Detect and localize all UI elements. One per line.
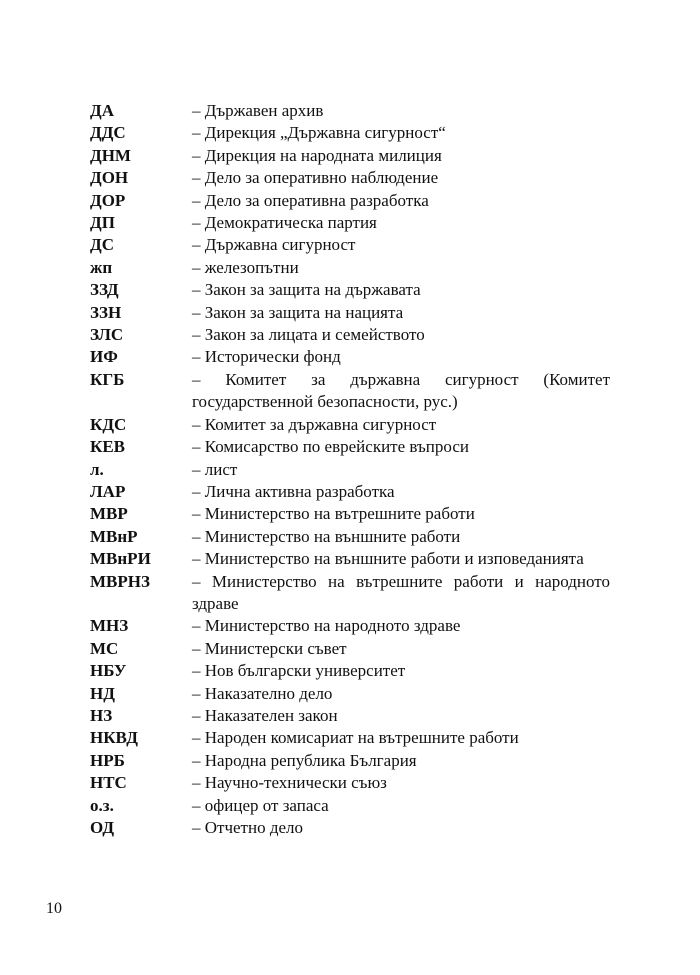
abbreviation-row: [90, 817, 610, 839]
abbreviation-row: [90, 346, 610, 368]
abbreviation-definition: – Закон за защита на нацията: [192, 302, 404, 322]
abbreviation-term: ИФ: [90, 347, 118, 367]
abbreviation-definition: – Лична активна разработка: [192, 481, 395, 501]
abbreviation-term: КЕВ: [90, 437, 126, 457]
abbreviation-term: НРБ: [90, 750, 125, 770]
abbreviation-row: [90, 526, 610, 548]
abbreviation-definition: – Закон за лицата и семейството: [192, 325, 425, 345]
abbreviations-list: [90, 100, 610, 839]
abbreviation-definition: – Държавна сигурност: [192, 235, 356, 255]
abbreviation-definition: – Държавен архив: [192, 101, 324, 120]
abbreviation-row: [90, 683, 610, 705]
abbreviation-row: [90, 571, 610, 616]
abbreviation-term: л.: [90, 459, 104, 479]
abbreviation-row: [90, 414, 610, 436]
abbreviation-term: НД: [90, 683, 115, 703]
abbreviation-term: жп: [90, 257, 113, 277]
abbreviation-definition: – Комисарство по еврейските въпроси: [192, 437, 469, 457]
abbreviation-term: ДОР: [90, 190, 126, 210]
abbreviation-term: ДП: [90, 213, 115, 233]
abbreviation-row: [90, 279, 610, 301]
abbreviation-term: МВнРИ: [90, 549, 151, 569]
abbreviation-row: [90, 302, 610, 324]
abbreviation-term: ДНМ: [90, 145, 131, 165]
abbreviation-definition: – Закон за защита на държавата: [192, 280, 421, 300]
abbreviation-row: [90, 750, 610, 772]
abbreviation-term: ДДС: [90, 123, 126, 143]
abbreviation-term: ЗЗД: [90, 280, 119, 300]
abbreviation-row: [90, 615, 610, 637]
abbreviation-definition: – железопътни: [192, 257, 299, 277]
abbreviation-definition: – Научно-технически съюз: [192, 773, 387, 793]
abbreviation-row: [90, 503, 610, 525]
abbreviation-row: [90, 212, 610, 234]
abbreviation-term: КДС: [90, 414, 127, 434]
abbreviation-definition: – Народна република България: [192, 750, 417, 770]
abbreviation-row: [90, 369, 610, 414]
abbreviation-term: ЗЗН: [90, 302, 122, 322]
abbreviation-row: [90, 324, 610, 346]
abbreviation-term: НЗ: [90, 705, 113, 725]
abbreviation-definition: – Дело за оперативна разработка: [192, 190, 429, 210]
abbreviation-term: МС: [90, 638, 119, 658]
abbreviation-row: [90, 548, 610, 570]
abbreviation-term: ДА: [90, 101, 114, 120]
abbreviation-term: НТС: [90, 773, 127, 793]
abbreviation-definition: – Министерство на външните работи: [192, 526, 461, 546]
abbreviation-term: НБУ: [90, 661, 127, 681]
abbreviation-definition: – Дело за оперативно наблюдение: [192, 168, 439, 188]
abbreviation-term: НКВД: [90, 728, 138, 748]
abbreviation-definition: – Министерски съвет: [192, 638, 347, 658]
abbreviation-definition: – Комитет за държавна сигурност (Комитет государственной безопасности, рус.): [192, 369, 610, 412]
abbreviation-definition: – Министерство на вътрешните работи: [192, 504, 475, 524]
abbreviation-definition: – Министерство на вътрешните работи и народното здраве: [192, 571, 610, 613]
abbreviation-definition: – Демократическа партия: [192, 213, 377, 233]
abbreviation-row: [90, 795, 610, 817]
abbreviation-definition: – Наказателно дело: [192, 683, 333, 703]
abbreviation-definition: – Дирекция на народната милиция: [192, 145, 442, 165]
abbreviation-definition: – Нов български университет: [192, 661, 406, 681]
abbreviation-term: о.з.: [90, 795, 114, 815]
abbreviation-definition: – Отчетно дело: [192, 818, 304, 837]
abbreviation-row: [90, 145, 610, 167]
abbreviation-row: [90, 638, 610, 660]
abbreviation-row: [90, 234, 610, 256]
abbreviation-term: МВнР: [90, 526, 138, 546]
abbreviation-definition: – Наказателен закон: [192, 705, 338, 725]
abbreviation-row: [90, 100, 610, 122]
abbreviation-term: ЗЛС: [90, 325, 124, 345]
abbreviation-term: ЛАР: [90, 481, 126, 501]
abbreviation-term: МНЗ: [90, 616, 129, 636]
abbreviation-row: [90, 660, 610, 682]
abbreviation-row: [90, 481, 610, 503]
page-number: 10: [46, 900, 62, 917]
abbreviation-definition: – Исторически фонд: [192, 347, 341, 367]
abbreviation-row: [90, 167, 610, 189]
abbreviation-term: МВР: [90, 504, 128, 524]
abbreviation-definition: – Комитет за държавна сигурност: [192, 414, 437, 434]
abbreviation-row: [90, 705, 610, 727]
abbreviation-row: [90, 122, 610, 144]
abbreviation-term: ДС: [90, 235, 114, 255]
abbreviation-row: [90, 190, 610, 212]
abbreviation-row: [90, 772, 610, 794]
abbreviation-term: КГБ: [90, 369, 125, 389]
abbreviation-row: [90, 727, 610, 749]
abbreviation-definition: – Министерство на народното здраве: [192, 616, 461, 636]
abbreviation-definition: – офицер от запаса: [192, 795, 329, 815]
abbreviation-definition: – Министерство на външните работи и изповеданията: [192, 549, 584, 569]
abbreviation-term: МВРНЗ: [90, 571, 150, 591]
abbreviation-term: ОД: [90, 818, 115, 837]
abbreviation-term: ДОН: [90, 168, 129, 188]
abbreviation-definition: – Дирекция „Държавна сигурност“: [192, 123, 446, 143]
abbreviation-row: [90, 459, 610, 481]
abbreviation-row: [90, 257, 610, 279]
abbreviation-definition: – лист: [192, 459, 238, 479]
abbreviation-row: [90, 436, 610, 458]
abbreviation-definition: – Народен комисариат на вътрешните работи: [192, 728, 519, 748]
